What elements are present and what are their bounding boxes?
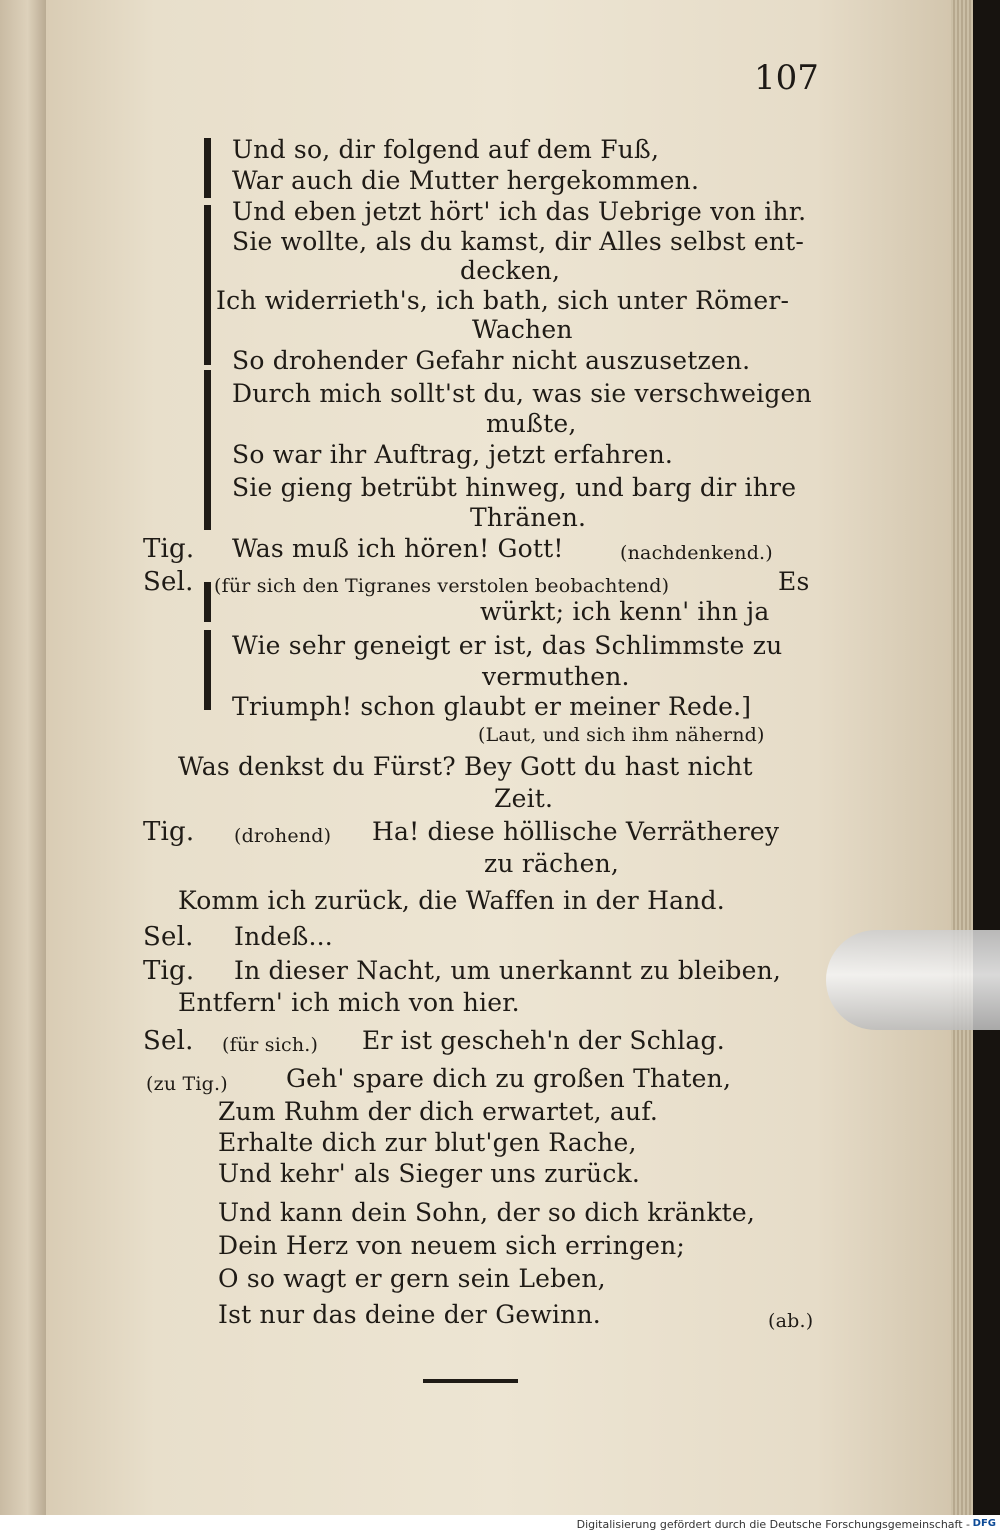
verse-line: Wie sehr geneigt er ist, das Schlimmste zu xyxy=(232,631,783,660)
verse-line: vermuthen. xyxy=(482,662,630,691)
verse-line: würkt; ich kenn' ihn ja xyxy=(480,597,770,626)
verse-line: Was denkst du Fürst? Bey Gott du hast nicht xyxy=(178,752,753,781)
verse-line: Und kann dein Sohn, der so dich kränkte, xyxy=(218,1198,756,1227)
stage-direction: (nachdenkend.) xyxy=(620,542,773,564)
verse-line: Thränen. xyxy=(470,503,587,532)
verse-line: Geh' spare dich zu großen Thaten, xyxy=(286,1064,732,1093)
verse-line: Entfern' ich mich von hier. xyxy=(178,988,520,1017)
verse-line: Wachen xyxy=(472,315,573,344)
verse-line: In dieser Nacht, um unerkannt zu bleiben, xyxy=(234,956,782,985)
verse-line: mußte, xyxy=(486,409,577,438)
stage-direction: (ab.) xyxy=(768,1310,814,1332)
speaker-label: Sel. xyxy=(143,567,194,597)
verse-line: Ha! diese höllische Verrätherey xyxy=(372,817,780,846)
left-page-edge xyxy=(0,0,46,1515)
verse-line: Indeß... xyxy=(234,922,333,951)
verse-line: Und eben jetzt hört' ich das Uebrige von ihr. xyxy=(232,197,807,226)
stage-direction: (drohend) xyxy=(234,825,332,847)
margin-bar xyxy=(204,205,211,365)
verse-line: Ist nur das deine der Gewinn. xyxy=(218,1300,601,1329)
verse-line: Durch mich sollt'st du, was sie verschweigen xyxy=(232,379,812,408)
verse-line: War auch die Mutter hergekommen. xyxy=(232,166,700,195)
page-stack-edge xyxy=(951,0,973,1515)
margin-bar xyxy=(204,630,211,710)
verse-line: Sie wollte, als du kamst, dir Alles selbst ent- xyxy=(232,227,805,256)
stage-direction: (für sich den Tigranes verstolen beobachtend) xyxy=(214,575,670,597)
verse-line: Zum Ruhm der dich erwartet, auf. xyxy=(218,1097,659,1126)
stage-direction: (Laut, und sich ihm nähernd) xyxy=(478,724,765,746)
verse-line: Zeit. xyxy=(494,784,554,813)
verse-line: Triumph! schon glaubt er meiner Rede.] xyxy=(232,692,752,721)
verse-line: Er ist gescheh'n der Schlag. xyxy=(362,1026,725,1055)
scan-background xyxy=(973,0,1000,1515)
verse-line: Ich widerrieth's, ich bath, sich unter Römer- xyxy=(216,286,790,315)
end-rule xyxy=(423,1379,518,1383)
verse-line: Sie gieng betrübt hinweg, und barg dir ihre xyxy=(232,473,797,502)
stage-direction: (für sich.) xyxy=(222,1034,319,1056)
margin-bar xyxy=(204,582,211,622)
page-number: 107 xyxy=(754,58,819,98)
verse-line: decken, xyxy=(460,256,561,285)
verse-line: zu rächen, xyxy=(484,849,620,878)
speaker-label: Tig. xyxy=(143,534,195,564)
footer-credit: Digitalisierung gefördert durch die Deutsche Forschungsgemeinschaft - xyxy=(576,1518,970,1531)
margin-bar xyxy=(204,370,211,530)
stage-direction: (zu Tig.) xyxy=(146,1073,228,1095)
verse-line: Es xyxy=(778,567,810,596)
footer-bar xyxy=(0,1515,1000,1534)
verse-line: Und so, dir folgend auf dem Fuß, xyxy=(232,135,660,164)
verse-line: Und kehr' als Sieger uns zurück. xyxy=(218,1159,641,1188)
speaker-label: Sel. xyxy=(143,1026,194,1056)
speaker-label: Tig. xyxy=(143,956,195,986)
verse-line: Komm ich zurück, die Waffen in der Hand. xyxy=(178,886,725,915)
verse-line: O so wagt er gern sein Leben, xyxy=(218,1264,606,1293)
margin-bar xyxy=(204,138,211,198)
page-clip xyxy=(826,930,1000,1030)
speaker-label: Sel. xyxy=(143,922,194,952)
verse-line: Erhalte dich zur blut'gen Rache, xyxy=(218,1128,637,1157)
speaker-label: Tig. xyxy=(143,817,195,847)
verse-line: So drohender Gefahr nicht auszusetzen. xyxy=(232,346,751,375)
dfg-logo: DFG xyxy=(972,1518,996,1529)
verse-line: Dein Herz von neuem sich erringen; xyxy=(218,1231,686,1260)
verse-line: So war ihr Auftrag, jetzt erfahren. xyxy=(232,440,674,469)
verse-line: Was muß ich hören! Gott! xyxy=(232,534,564,563)
